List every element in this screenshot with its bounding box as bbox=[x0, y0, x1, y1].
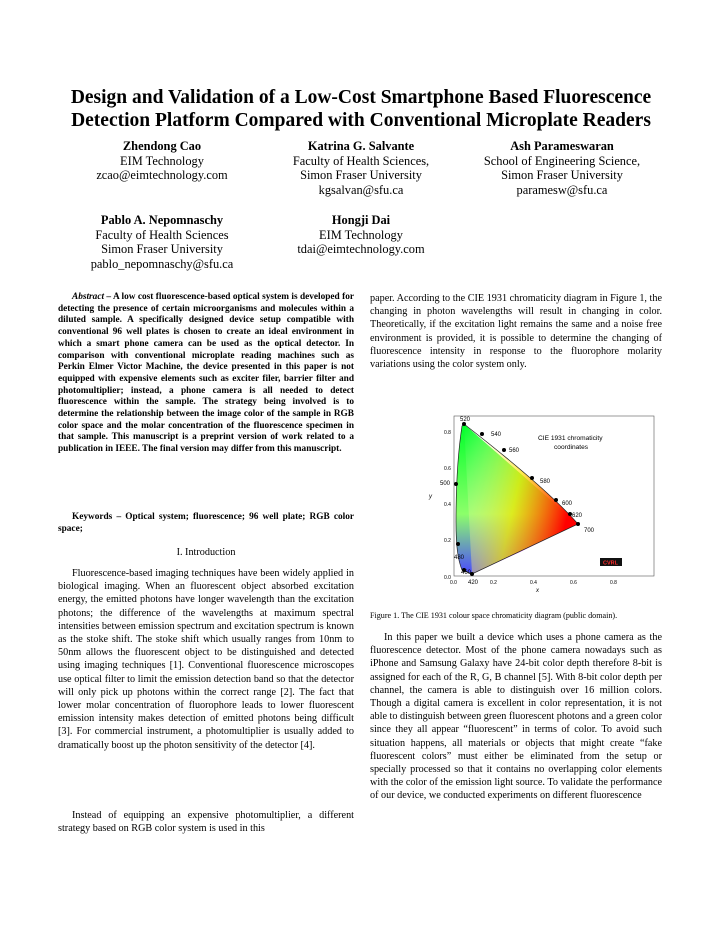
marker-480 bbox=[456, 542, 460, 546]
paragraph-text: Fluorescence-based imaging techniques have been widely applied in biological imaging. When an fluorescent object absorbed excitation energy, the emitted photons have longer wavelength than the excitation photons; the difference of the wavelengths at maximum spectral intensities between emission spectrum and excitation spectrum is known as the stoke shift. The stoke shift which usually ranges from 10nm to 50nm allows the fluorescent object to be distinguished and detected using imaging techniques [1]. Conventional fluorescence microscopes use optical filter to limit the emission detection band so that the detector will only pick up photons within the correct range [2]. The fact that lower molar concentration of fluorophore leads to lower fluorescent emission intensity makes detection of emitted photons being difficult [3]. For commercial instrument, a photomultiplier is usually added to dramatically boost up the photon sensitivity of the detector [4]. bbox=[58, 568, 354, 751]
figure-caption: Figure 1. The CIE 1931 colour space chromaticity diagram (public domain). bbox=[370, 611, 618, 620]
author-email: tdai@eimtechnology.com bbox=[297, 242, 425, 257]
wl-label: 580 bbox=[540, 479, 551, 485]
wl-label: 600 bbox=[562, 501, 573, 507]
wl-label: 520 bbox=[460, 417, 471, 423]
author-email: kgsalvan@sfu.ca bbox=[318, 182, 404, 197]
abstract-text: – A low cost fluorescence-based optical system is developed for detecting the presence of certain microorganisms and molecules within a diluted sample. A specifically designed device setup compatible with conventional 96 well plates is chosen to create an ideal environment in which a smart phone camera can be used as the optical detector. In comparison with conventional microplate reading machines such as Perkin Elmer Victor Machine, the device presented in this paper is not equipped with expensive elements such as exciter filer, barrier filter and photomultiplier; instead, a phone camera is all needed to detect fluorescence within the sample. The strategy being involved is to determine the relationship between the image color of the sample in RGB color space and the molar concentration of the fluorescence specimen in that sample. This manuscript is a preprint version of work related to a publication in IEEE. The final version may differ from this manuscript. bbox=[58, 292, 354, 455]
marker-540 bbox=[480, 432, 484, 436]
x-axis-label: x bbox=[536, 588, 539, 592]
y-tick: 0.4 bbox=[444, 502, 451, 508]
author-block bbox=[62, 213, 262, 271]
paragraph-text: paper. According to the CIE 1931 chromaticity diagram in Figure 1, the changing in photon wavelengths will result in changing in color. Theoretically, if the excitation light remains the same and a noise free environment is provided, it is possible to determine the changing of fluorescence intensity in response to the fluorophore molarity variations using the color system only. bbox=[370, 293, 662, 371]
cvrl-logo-text: CVRL bbox=[603, 560, 618, 567]
y-tick: 0.6 bbox=[444, 466, 451, 472]
figure-legend-line2: coordinates bbox=[554, 444, 589, 451]
paragraph-text: In this paper we built a device which uses a phone camera as the fluorescence detector. Most of the phone camera nowadays such as iPhone and Samsung Galaxy have 24-bit color depth therefore 8-bit is assigned for each of the R, G, B channel [5]. With 8-bit color depth per channel, the camera is able to distinguish over 16 million colors. Though a digital camera is excellent in color representation, it is not able to distinguish between green fluorescent photons and a green color since they all appear “fluorescent” in terms of color. To avoid such situation happens, all materials or objects that might create “fake fluorescent colors” must either be eliminated from the setup or specially processed so that it contains no overlapping color elements with the color of the emission light source. To validate the performance of our device, we conducted experiments on different fluorescence bbox=[370, 632, 662, 802]
marker-560 bbox=[502, 448, 506, 452]
y-tick: 0.0 bbox=[444, 575, 451, 581]
author-name: Zhendong Cao bbox=[122, 139, 202, 153]
wl-label: 560 bbox=[509, 448, 520, 454]
author-affiliation: Simon Fraser University bbox=[300, 168, 422, 183]
marker-580 bbox=[530, 476, 534, 480]
wl-label: 500 bbox=[440, 481, 451, 487]
author-name: Pablo A. Nepomnaschy bbox=[100, 213, 224, 227]
author-affiliation: Simon Fraser University bbox=[501, 168, 623, 183]
marker-700 bbox=[576, 522, 580, 526]
author-name: Ash Parameswaran bbox=[510, 139, 614, 153]
author-block bbox=[462, 139, 662, 197]
author-block bbox=[261, 213, 461, 257]
paragraph-text: Instead of equipping an expensive photomultiplier, a different strategy based on RGB color system is used in this bbox=[58, 810, 354, 835]
intro-paragraph-1 bbox=[58, 567, 354, 752]
author-affiliation: Simon Fraser University bbox=[101, 242, 223, 257]
abstract bbox=[58, 292, 354, 456]
author-block bbox=[261, 139, 461, 197]
author-affiliation: Faculty of Health Sciences bbox=[95, 227, 229, 242]
x-tick: 0.2 bbox=[490, 580, 497, 586]
wl-label: 420 bbox=[468, 580, 479, 586]
author-affiliation: EIM Technology bbox=[120, 153, 204, 168]
wl-label: 620 bbox=[572, 513, 583, 519]
wl-label: 700 bbox=[584, 528, 595, 534]
wl-label: 460 bbox=[461, 570, 472, 576]
author-email: zcao@eimtechnology.com bbox=[96, 168, 228, 183]
marker-600 bbox=[554, 498, 558, 502]
author-affiliation: School of Engineering Science, bbox=[483, 153, 641, 168]
right-paragraph-2 bbox=[370, 631, 662, 803]
y-tick: 0.8 bbox=[444, 430, 451, 436]
marker-500 bbox=[454, 482, 458, 486]
wl-label: 540 bbox=[491, 432, 502, 438]
cie-diagram-svg bbox=[420, 412, 660, 592]
abstract-lead: Abstract bbox=[72, 292, 105, 302]
section-heading: I. Introduction bbox=[176, 547, 236, 558]
cie-chromaticity-figure bbox=[420, 412, 660, 592]
author-email: pablo_nepomnaschy@sfu.ca bbox=[90, 256, 234, 271]
author-block bbox=[62, 139, 262, 183]
author-name: Katrina G. Salvante bbox=[307, 139, 415, 153]
author-affiliation: EIM Technology bbox=[319, 227, 403, 242]
author-email: paramesw@sfu.ca bbox=[516, 182, 608, 197]
y-tick: 0.2 bbox=[444, 538, 451, 544]
intro-paragraph-2 bbox=[58, 809, 354, 835]
figure-legend-line1: CIE 1931 chromaticity bbox=[538, 435, 603, 442]
keywords: Keywords – Optical system; fluorescence; 96 well plate; RGB color space; bbox=[58, 512, 354, 534]
paper-title: Design and Validation of a Low-Cost Smartphone Based Fluorescence Detection Platform Compared with Conventional Microplate Readers bbox=[70, 87, 652, 131]
author-affiliation: Faculty of Health Sciences, bbox=[292, 153, 430, 168]
x-tick: 0.8 bbox=[610, 580, 617, 586]
wl-label: 480 bbox=[454, 555, 465, 561]
x-tick: 0.4 bbox=[530, 580, 537, 586]
x-tick: 0.0 bbox=[450, 580, 457, 586]
x-tick: 0.6 bbox=[570, 580, 577, 586]
y-axis-label: y bbox=[429, 494, 432, 500]
right-paragraph-1 bbox=[370, 292, 662, 371]
author-name: Hongji Dai bbox=[331, 213, 391, 227]
